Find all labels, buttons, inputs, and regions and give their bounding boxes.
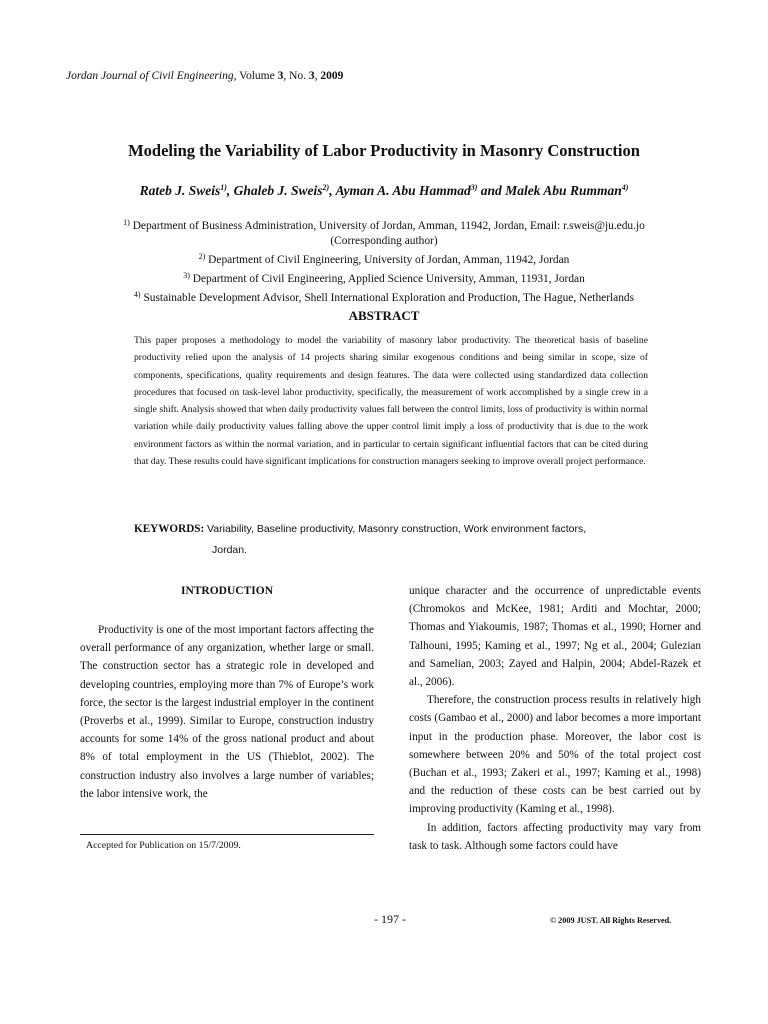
keywords-text: Variability, Baseline productivity, Masonry construction, Work environment factors, [207, 523, 587, 535]
keywords-continuation: Jordan. [212, 544, 248, 556]
keywords-label: KEYWORDS: [134, 523, 205, 535]
abstract-heading: ABSTRACT [348, 308, 420, 323]
journal-name: Jordan Journal of Civil Engineering [66, 70, 234, 82]
affiliation-line [40, 234, 728, 249]
affiliation-mark: 1) [123, 218, 130, 227]
author-name: Ayman A. Abu Hammad [335, 183, 471, 198]
affiliation-text: Department of Business Administration, University of Jordan, Amman, 11942, Jordan, Email: r.sweis@ju.edu.jo [132, 220, 645, 232]
body-paragraph: In addition, factors affecting productivity may vary from task to task. Although some factors could have [409, 821, 701, 852]
author-list [40, 183, 728, 199]
volume-label: , Volume [233, 70, 278, 82]
body-paragraph: unique character and the occurrence of unpredictable events (Chromokos and McKee, 1981; Arditi and Mochtar, 2000; Thomas and Yiakoumis, 1987; Thomas et al., 1990; Horner and Talhouni, 1995; Kaming et al., 1997; Ng et al., 2004; Gulezian and Samelian, 2003; Zayed and Halpin, 2004; Abdel-Razek et al., 2006). [409, 585, 701, 689]
affiliation-text: Department of Civil Engineering, Applied Science University, Amman, 11931, Jordan [192, 273, 585, 285]
author-name: Ghaleb J. Sweis [233, 183, 323, 198]
year: 2009 [320, 70, 344, 82]
author-separator: , [226, 183, 234, 198]
author-name: Rateb J. Sweis [139, 183, 221, 198]
affiliation-line [40, 215, 728, 234]
volume-number: 3 [277, 70, 284, 82]
copyright-notice: © 2009 JUST. All Rights Reserved. [550, 916, 672, 925]
introduction-paragraph: Productivity is one of the most important factors affecting the overall performance of any organization, whether large or small. The construction sector has a strategic role in developed and developing countries, employing more than 7% of Europe’s work force, the sector is the largest industrial employer in the continent (Proverbs et al., 1999). Similar to Europe, construction industry accounts for some 14% of the gross national product and about 8% of total employment in the US (Thieblot, 2002). The construction industry also involves a large number of variables; the labor intensive work, the [80, 624, 374, 800]
abstract-text: This paper proposes a methodology to model the variability of masonry labor productivity. The theoretical basis of baseline productivity relied upon the analysis of 14 projects sharing similar exogenous conditions and being similar in scope, size of components, specifications, quality requirements and design features. The data were collected using standardized data collection procedures that focused on task-level labor productivity, specifically, the measurement of work accomplished by a single crew in a single shift. Analysis showed that when daily productivity values fall between the control limits, loss of productivity is within normal variation while daily productivity values falling above the upper control limit imply a loss of productivity that is due to the work environment factors as within the normal variation, and in particular to certain significant influential factors that can be cited during that day. These results could have significant implications for construction managers seeking to improve overall project performance. [134, 335, 648, 468]
affiliation-text: Department of Civil Engineering, University of Jordan, Amman, 11942, Jordan [208, 254, 570, 266]
affiliation-mark: 3) [183, 271, 190, 280]
affiliation-text: (Corresponding author) [330, 235, 438, 247]
affiliation-line [40, 287, 728, 306]
footnote: Accepted for Publication on 15/7/2009. [86, 840, 241, 851]
body-paragraph: Therefore, the construction process results in relatively high costs (Gambao et al., 2000) and labor becomes a more important input in the production phase. Moreover, the labor cost is somewhere between 20% and 50% of the total project cost (Buchan et al., 1993; Zakeri et al., 1997; Kaming et al., 1998) and the reduction of these costs can be best carried out by improving productivity (Kaming et al., 1998). [409, 694, 701, 816]
affiliation-text: Sustainable Development Advisor, Shell International Exploration and Production, The Hague, Netherlands [143, 292, 635, 304]
footnote-divider [80, 834, 374, 835]
issue-number: 3 [308, 70, 315, 82]
keywords-line [134, 519, 648, 540]
affiliation-line [40, 268, 728, 287]
author-name: Malek Abu Rumman [505, 183, 622, 198]
affiliation-line [40, 249, 728, 268]
year-separator: , [314, 70, 321, 82]
affiliation-list [40, 215, 728, 306]
paper-title: Modeling the Variability of Labor Productivity in Masonry Construction [128, 141, 640, 160]
author-separator: and [477, 183, 506, 198]
author-affiliation-mark: 1) [220, 183, 227, 192]
affiliation-mark: 4) [133, 290, 141, 299]
affiliation-mark: 2) [198, 252, 206, 261]
introduction-heading: INTRODUCTION [180, 585, 273, 597]
author-affiliation-mark: 2) [322, 183, 330, 192]
author-affiliation-mark: 4) [621, 183, 629, 192]
issue-label: , No. [283, 70, 309, 82]
right-column [409, 582, 701, 855]
author-affiliation-mark: 3) [470, 183, 478, 192]
page-number: - 197 - [374, 912, 406, 926]
author-separator: , [329, 183, 336, 198]
journal-header [66, 70, 343, 82]
